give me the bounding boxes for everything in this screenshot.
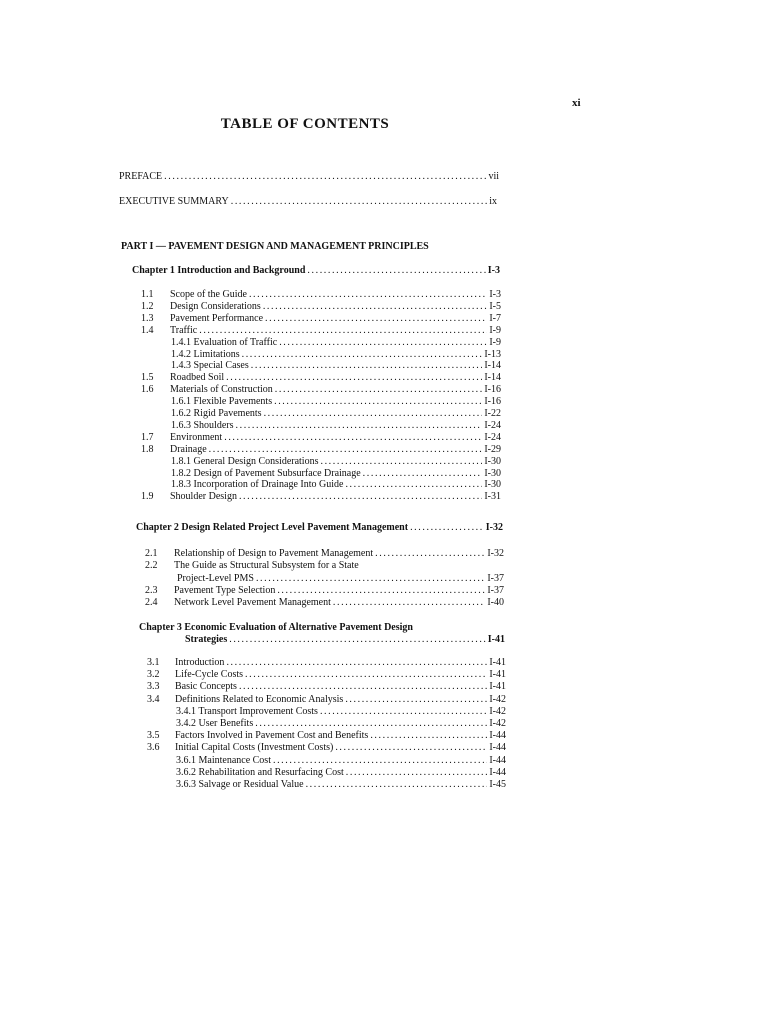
toc-entry xyxy=(170,432,501,444)
toc-subentry xyxy=(171,408,501,420)
toc-entry-page: vii xyxy=(488,171,499,182)
toc-subentry xyxy=(171,456,501,468)
toc-entry xyxy=(175,730,506,742)
chapter-heading-1 xyxy=(132,265,500,277)
section-number: 2.1 xyxy=(145,548,158,559)
section-number: 1.6 xyxy=(141,384,154,396)
section-number: 1.1 xyxy=(141,289,154,300)
leader-dots xyxy=(255,718,487,730)
toc-entry-label: Pavement Performance xyxy=(170,312,264,324)
toc-entry-label: Factors Involved in Pavement Cost and Benefits xyxy=(175,730,369,742)
section-number: 1.2 xyxy=(141,300,154,312)
toc-entry-page: I-24 xyxy=(484,419,501,431)
toc-subentry xyxy=(176,718,506,730)
toc-entry-page: I-9 xyxy=(489,336,501,348)
leader-dots xyxy=(224,432,482,444)
chapter-label: Chapter 2 Design Related Project Level Pavement Management xyxy=(136,522,409,533)
toc-entry-page: I-42 xyxy=(489,705,506,717)
toc-entry-page: I-44 xyxy=(489,754,506,766)
toc-entry xyxy=(175,657,506,669)
toc-entry-page: I-31 xyxy=(484,491,501,503)
section-number: 1.3 xyxy=(141,312,154,324)
leader-dots xyxy=(335,742,487,754)
toc-entry-page: I-7 xyxy=(489,312,501,324)
toc-subentry xyxy=(171,479,501,491)
toc-entry-label: 1.4.2 Limitations xyxy=(171,348,240,360)
leader-dots xyxy=(363,468,483,480)
toc-entry-label: Definitions Related to Economic Analysis xyxy=(175,693,344,705)
toc-entry-label: 1.8.2 Design of Pavement Subsurface Drainage xyxy=(171,467,361,479)
toc-entry-page: I-44 xyxy=(489,742,506,754)
toc-entry-page: I-32 xyxy=(487,548,504,559)
toc-entry-label: Network Level Pavement Management xyxy=(174,597,331,609)
toc-subentry xyxy=(171,337,501,349)
toc-entry-executive-summary xyxy=(119,196,497,208)
toc-subentry xyxy=(171,396,501,408)
toc-entry-page: I-14 xyxy=(484,372,501,384)
toc-subentry xyxy=(171,468,501,480)
section-number: 2.2 xyxy=(145,560,158,572)
toc-entry xyxy=(170,491,501,503)
toc-subentry xyxy=(176,767,506,779)
leader-dots xyxy=(273,755,487,767)
toc-entry-page: I-16 xyxy=(484,384,501,396)
toc-entry xyxy=(177,573,504,585)
leader-dots xyxy=(251,360,483,372)
toc-entry-label: 1.4.3 Special Cases xyxy=(171,360,249,372)
toc-entry-label: 3.4.2 User Benefits xyxy=(176,718,254,729)
leader-dots xyxy=(279,337,487,349)
leader-dots xyxy=(164,171,486,183)
leader-dots xyxy=(239,681,487,693)
toc-entry-page: I-24 xyxy=(484,431,501,443)
toc-entry-page: I-41 xyxy=(489,681,506,693)
section-number: 3.3 xyxy=(147,681,160,693)
leader-dots xyxy=(226,657,487,669)
section-number: 3.5 xyxy=(147,730,160,742)
toc-entry-label: Drainage xyxy=(170,443,207,455)
section-number: 1.4 xyxy=(141,324,154,336)
toc-entry xyxy=(170,313,501,325)
leader-dots xyxy=(264,408,483,420)
toc-entry-label: 1.8.1 General Design Considerations xyxy=(171,455,319,467)
toc-entry xyxy=(170,384,501,396)
toc-entry-page: ix xyxy=(489,196,497,207)
leader-dots xyxy=(226,372,482,384)
toc-entry-label: 3.6.2 Rehabilitation and Resurfacing Cost xyxy=(176,766,344,778)
section-number: 3.2 xyxy=(147,669,160,681)
toc-entry-page: I-42 xyxy=(489,693,506,705)
leader-dots xyxy=(370,730,487,742)
toc-entry-page: I-30 xyxy=(484,479,501,491)
toc-entry-page: I-42 xyxy=(489,718,506,729)
toc-entry-label: EXECUTIVE SUMMARY xyxy=(119,196,229,207)
chapter-page: I-32 xyxy=(485,522,503,533)
toc-entry xyxy=(170,444,501,456)
toc-entry-preface xyxy=(119,171,499,183)
toc-entry-label: 1.6.2 Rigid Pavements xyxy=(171,408,262,419)
toc-entry-page: I-9 xyxy=(489,324,501,336)
toc-entry xyxy=(170,325,501,337)
toc-entry-label: Roadbed Soil xyxy=(170,372,225,384)
leader-dots xyxy=(333,597,485,609)
toc-entry-label: Design Considerations xyxy=(170,300,261,312)
chapter-page: I-41 xyxy=(487,634,505,645)
toc-entry-label: 1.8.3 Incorporation of Drainage Into Guide xyxy=(171,479,344,491)
leader-dots xyxy=(307,265,485,277)
toc-entry-page: I-41 xyxy=(489,657,506,668)
leader-dots xyxy=(320,456,482,468)
leader-dots xyxy=(320,706,487,718)
leader-dots xyxy=(346,767,488,779)
toc-entry-page: I-44 xyxy=(489,766,506,778)
toc-entry-label: The Guide as Structural Subsystem for a State xyxy=(174,560,359,572)
toc-entry-label: Scope of the Guide xyxy=(170,289,247,300)
toc-entry-label: Materials of Construction xyxy=(170,384,273,396)
toc-entry-label: 1.4.1 Evaluation of Traffic xyxy=(171,336,278,348)
toc-entry xyxy=(174,548,504,560)
toc-entry-page: I-5 xyxy=(489,300,501,312)
leader-dots xyxy=(345,694,487,706)
toc-subentry xyxy=(171,420,501,432)
leader-dots xyxy=(410,522,484,534)
toc-entry-label: Initial Capital Costs (Investment Costs) xyxy=(175,742,334,754)
toc-entry-page: I-44 xyxy=(489,730,506,742)
leader-dots xyxy=(275,384,483,396)
toc-subentry xyxy=(176,779,506,791)
leader-dots xyxy=(231,196,487,208)
leader-dots xyxy=(263,301,488,313)
leader-dots xyxy=(277,585,485,597)
toc-entry-page: I-45 xyxy=(489,779,506,790)
leader-dots xyxy=(239,491,482,503)
section-number: 1.9 xyxy=(141,491,154,503)
leader-dots xyxy=(245,669,487,681)
toc-entry-label: 3.6.1 Maintenance Cost xyxy=(176,754,271,766)
toc-entry-page: I-37 xyxy=(487,584,504,596)
toc-entry-label: PREFACE xyxy=(119,171,163,182)
section-number: 3.1 xyxy=(147,657,160,668)
toc-entry xyxy=(175,681,506,693)
toc-entry-page: I-14 xyxy=(484,360,501,372)
toc-entry-label: Relationship of Design to Pavement Management xyxy=(174,548,374,559)
section-number: 2.3 xyxy=(145,584,158,596)
toc-entry-page: I-30 xyxy=(484,467,501,479)
toc-entry-label: Traffic xyxy=(170,324,198,336)
toc-entry-label: Life-Cycle Costs xyxy=(175,669,244,681)
chapter-heading-3-cont xyxy=(185,634,505,646)
toc-entry xyxy=(175,742,506,754)
section-number: 1.5 xyxy=(141,372,154,384)
toc-entry-label: Environment xyxy=(170,431,223,443)
chapter-page: I-3 xyxy=(487,265,500,276)
toc-entry-label: 3.4.1 Transport Improvement Costs xyxy=(176,705,318,717)
page-number: xi xyxy=(572,97,581,109)
toc-entry xyxy=(170,289,501,301)
chapter-label: Strategies xyxy=(185,634,228,645)
section-number: 3.4 xyxy=(147,693,160,705)
toc-entry-page: I-29 xyxy=(484,443,501,455)
toc-entry-page: I-16 xyxy=(484,396,501,408)
leader-dots xyxy=(375,548,485,560)
leader-dots xyxy=(306,779,488,791)
toc-subentry xyxy=(171,360,501,372)
toc-entry-page: I-22 xyxy=(484,408,501,419)
toc-entry xyxy=(175,694,506,706)
toc-entry-label: Pavement Type Selection xyxy=(174,584,276,596)
section-number: 1.8 xyxy=(141,443,154,455)
toc-entry xyxy=(170,372,501,384)
toc-entry-label: 1.6.1 Flexible Pavements xyxy=(171,396,273,408)
toc-entry-label: 3.6.3 Salvage or Residual Value xyxy=(176,779,304,790)
leader-dots xyxy=(229,634,486,646)
chapter-label: Chapter 1 Introduction and Background xyxy=(132,265,306,276)
leader-dots xyxy=(256,573,485,585)
leader-dots xyxy=(209,444,483,456)
leader-dots xyxy=(242,349,483,361)
toc-subentry xyxy=(176,755,506,767)
section-number: 2.4 xyxy=(145,597,158,609)
toc-entry-page: I-41 xyxy=(489,669,506,681)
toc-entry xyxy=(175,669,506,681)
toc-entry xyxy=(174,585,504,597)
toc-entry-page: I-37 xyxy=(487,572,504,584)
part-heading: PART I — PAVEMENT DESIGN AND MANAGEMENT PRINCIPLES xyxy=(121,241,429,252)
toc-entry-page: I-30 xyxy=(484,455,501,467)
toc-entry-label: Introduction xyxy=(175,657,225,668)
section-number: 3.6 xyxy=(147,742,160,754)
chapter-heading-3: Chapter 3 Economic Evaluation of Alternative Pavement Design xyxy=(139,622,413,633)
leader-dots xyxy=(199,325,487,337)
page-title: TABLE OF CONTENTS xyxy=(220,116,390,132)
leader-dots xyxy=(345,479,482,491)
toc-entry-page: I-3 xyxy=(489,289,501,300)
toc-entry-label: 1.6.3 Shoulders xyxy=(171,419,234,431)
toc-entry-label: Project-Level PMS xyxy=(177,572,254,584)
toc-subentry xyxy=(171,349,501,361)
leader-dots xyxy=(274,396,482,408)
toc-entry-page: I-40 xyxy=(487,597,504,609)
toc-subentry xyxy=(176,706,506,718)
leader-dots xyxy=(265,313,487,325)
chapter-heading-2 xyxy=(136,522,503,534)
leader-dots xyxy=(249,289,487,301)
toc-entry-label: Basic Concepts xyxy=(175,681,237,693)
leader-dots xyxy=(236,420,483,432)
toc-entry-label: Shoulder Design xyxy=(170,491,237,503)
section-number: 1.7 xyxy=(141,431,154,443)
toc-entry xyxy=(170,301,501,313)
toc-entry-page: I-13 xyxy=(484,348,501,360)
toc-entry xyxy=(174,597,504,609)
